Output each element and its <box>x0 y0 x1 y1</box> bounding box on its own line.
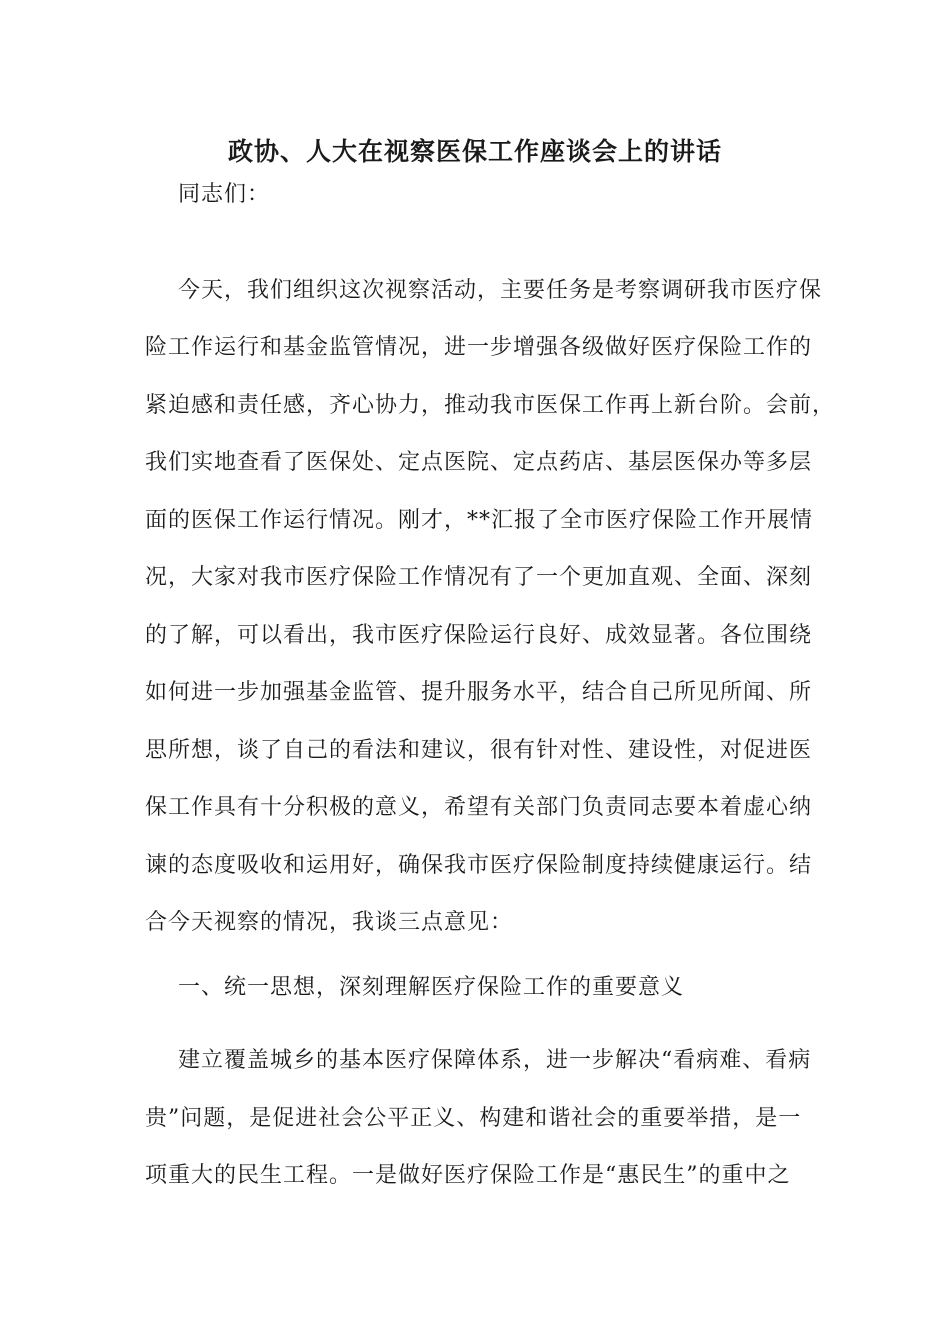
paragraph-line: 险工作运行和基金监管情况，进一步增强各级做好医疗保险工作的 <box>145 335 813 360</box>
paragraph-line: 合今天视察的情况，我谈三点意见： <box>145 910 514 935</box>
paragraph-line: 紧迫感和责任感，齐心协力，推动我市医保工作再上新台阶。会前， <box>145 393 836 418</box>
paragraph-line: 项重大的民生工程。一是做好医疗保险工作是“惠民生”的重中之 <box>145 1163 791 1188</box>
paragraph-line: 面的医保工作运行情况。刚才，**汇报了全市医疗保险工作开展情 <box>145 508 814 533</box>
paragraph-line: 思所想，谈了自己的看法和建议，很有针对性、建设性，对促进医 <box>145 738 813 763</box>
paragraph-line: 如何进一步加强基金监管、提升服务水平，结合自己所见所闻、所 <box>145 680 813 705</box>
paragraph-line: 今天，我们组织这次视察活动，主要任务是考察调研我市医疗保 <box>178 278 823 303</box>
paragraph-line: 建立覆盖城乡的基本医疗保障体系，进一步解决“看病难、看病 <box>178 1048 812 1073</box>
salutation: 同志们： <box>178 182 271 207</box>
paragraph-line: 的了解，可以看出，我市医疗保险运行良好、成效显著。各位围绕 <box>145 623 813 648</box>
paragraph-line: 谏的态度吸收和运用好，确保我市医疗保险制度持续健康运行。结 <box>145 853 813 878</box>
document-title: 政协、人大在视察医保工作座谈会上的讲话 <box>227 137 722 166</box>
paragraph-line: 贵”问题，是促进社会公平正义、构建和谐社会的重要举措，是一 <box>145 1106 802 1131</box>
section-heading: 一、统一思想，深刻理解医疗保险工作的重要意义 <box>178 975 685 1000</box>
paragraph-line: 保工作具有十分积极的意义，希望有关部门负责同志要本着虚心纳 <box>145 795 813 820</box>
paragraph-line: 况，大家对我市医疗保险工作情况有了一个更加直观、全面、深刻 <box>145 565 813 590</box>
paragraph-line: 我们实地查看了医保处、定点医院、定点药店、基层医保办等多层 <box>145 450 813 475</box>
